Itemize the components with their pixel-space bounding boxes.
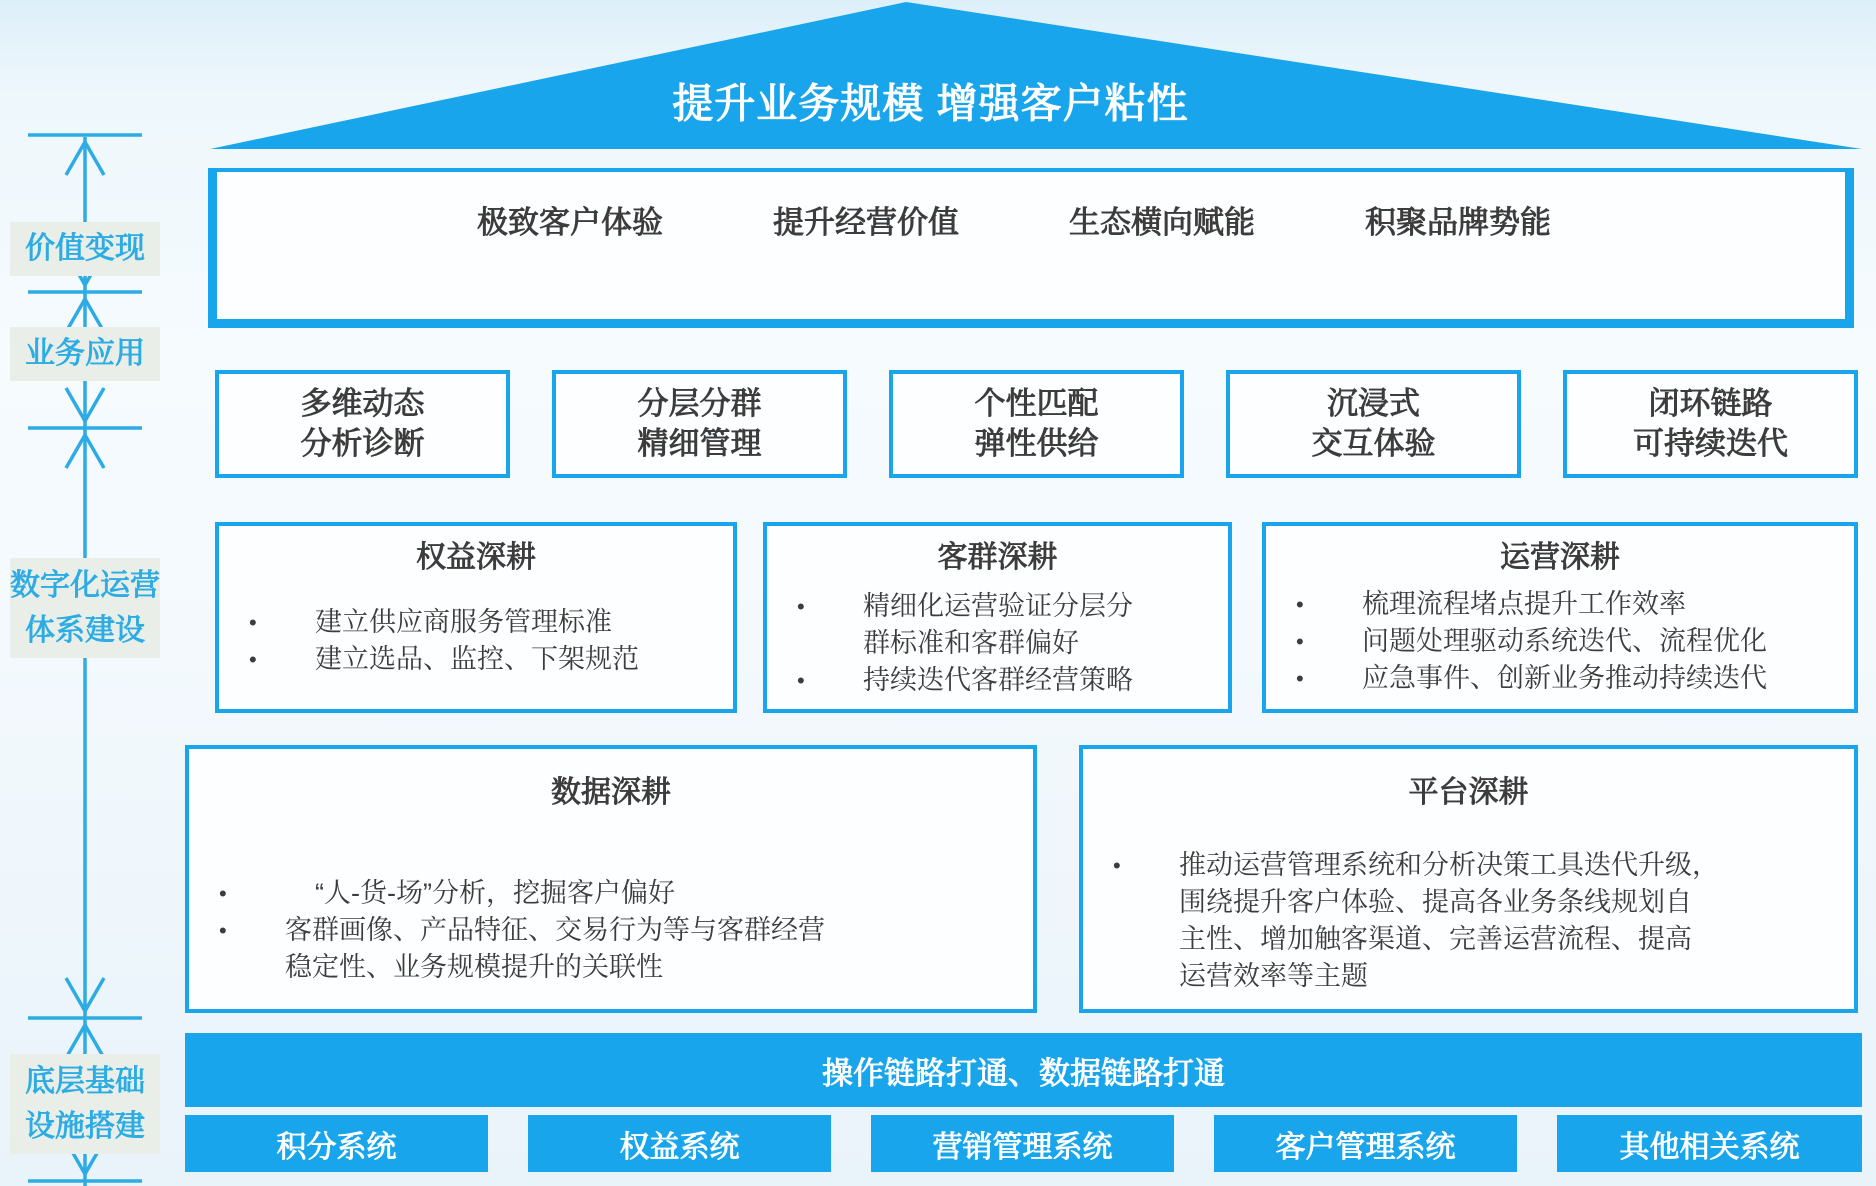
- bullet-item: • 持续迭代客群经营策略: [797, 662, 1218, 699]
- bullet-item: • 推动运营管理系统和分析决策工具迭代升级， 围绕提升客户体验、提高各业务条线规划自 主性、增加触客渠道、完善运营流程、提高 运营效率等主题: [1113, 847, 1844, 995]
- app-box-multidimensional-analysis: 多维动态 分析诊断: [215, 370, 510, 478]
- bullet-item: • “人-货-场”分析，挖掘客户偏好: [219, 875, 1023, 912]
- bullet-icon: •: [219, 918, 227, 943]
- bullet-icon: •: [219, 881, 227, 906]
- system-box-benefits: 权益系统: [528, 1115, 831, 1172]
- app-box-personal-matching: 个性匹配 弹性供给: [889, 370, 1184, 478]
- bullet-icon: •: [249, 610, 257, 635]
- bullet-icon: •: [1296, 592, 1304, 617]
- app-box-immersive-experience: 沉浸式 交互体验: [1226, 370, 1521, 478]
- bullet-item: • 客群画像、产品特征、交易行为等与客群经营 稳定性、业务规模提升的关联性: [219, 912, 1023, 986]
- app-box-layered-management: 分层分群 精细管理: [552, 370, 847, 478]
- link-bar: 操作链路打通、数据链路打通: [185, 1033, 1862, 1107]
- value-item: 提升经营价值: [773, 205, 959, 240]
- rail-label-business-application: 业务应用: [10, 327, 160, 381]
- bullet-icon: •: [1113, 853, 1121, 878]
- rail-label-foundation: 底层基础 设施搭建: [10, 1054, 160, 1154]
- bullet-icon: •: [249, 647, 257, 672]
- bullet-item: • 建立选品、监控、下架规范: [249, 641, 723, 678]
- bullet-icon: •: [797, 594, 805, 619]
- system-box-points: 积分系统: [185, 1115, 488, 1172]
- deep-box-title: 平台深耕: [1408, 776, 1529, 809]
- value-realization-box: [208, 168, 1854, 328]
- system-box-marketing: 营销管理系统: [871, 1115, 1174, 1172]
- system-box-customer: 客户管理系统: [1214, 1115, 1517, 1172]
- deep-box-benefits: [215, 522, 737, 713]
- value-item: 极致客户体验: [477, 205, 663, 240]
- bullet-icon: •: [1296, 629, 1304, 654]
- rail-label-digital-operation: 数字化运营 体系建设: [10, 558, 160, 658]
- value-item: 积聚品牌势能: [1365, 205, 1551, 240]
- deep-box-platform: [1079, 745, 1858, 1013]
- bullet-item: • 应急事件、创新业务推动持续迭代: [1296, 660, 1844, 697]
- bullet-item: • 问题处理驱动系统迭代、流程优化: [1296, 623, 1844, 660]
- deep-box-title: 运营深耕: [1500, 541, 1620, 574]
- deep-box-data: [185, 745, 1037, 1013]
- bullet-icon: •: [797, 668, 805, 693]
- bullet-icon: •: [1296, 666, 1304, 691]
- deep-box-title: 权益深耕: [416, 541, 536, 574]
- bullet-item: • 建立供应商服务管理标准: [249, 604, 723, 641]
- system-box-other: 其他相关系统: [1557, 1115, 1862, 1172]
- value-item: 生态横向赋能: [1069, 205, 1255, 240]
- rail-label-value-realization: 价值变现: [10, 222, 160, 276]
- roof-title: 提升业务规模 增强客户粘性: [672, 80, 1189, 127]
- deep-box-customer-groups: [763, 522, 1232, 713]
- bullet-item: • 精细化运营验证分层分 群标准和客群偏好: [797, 588, 1218, 662]
- app-box-closed-loop: 闭环链路 可持续迭代: [1563, 370, 1858, 478]
- deep-box-operations: [1262, 522, 1858, 713]
- deep-box-title: 数据深耕: [551, 776, 671, 809]
- bullet-item: • 梳理流程堵点提升工作效率: [1296, 586, 1844, 623]
- deep-box-title: 客群深耕: [937, 541, 1058, 574]
